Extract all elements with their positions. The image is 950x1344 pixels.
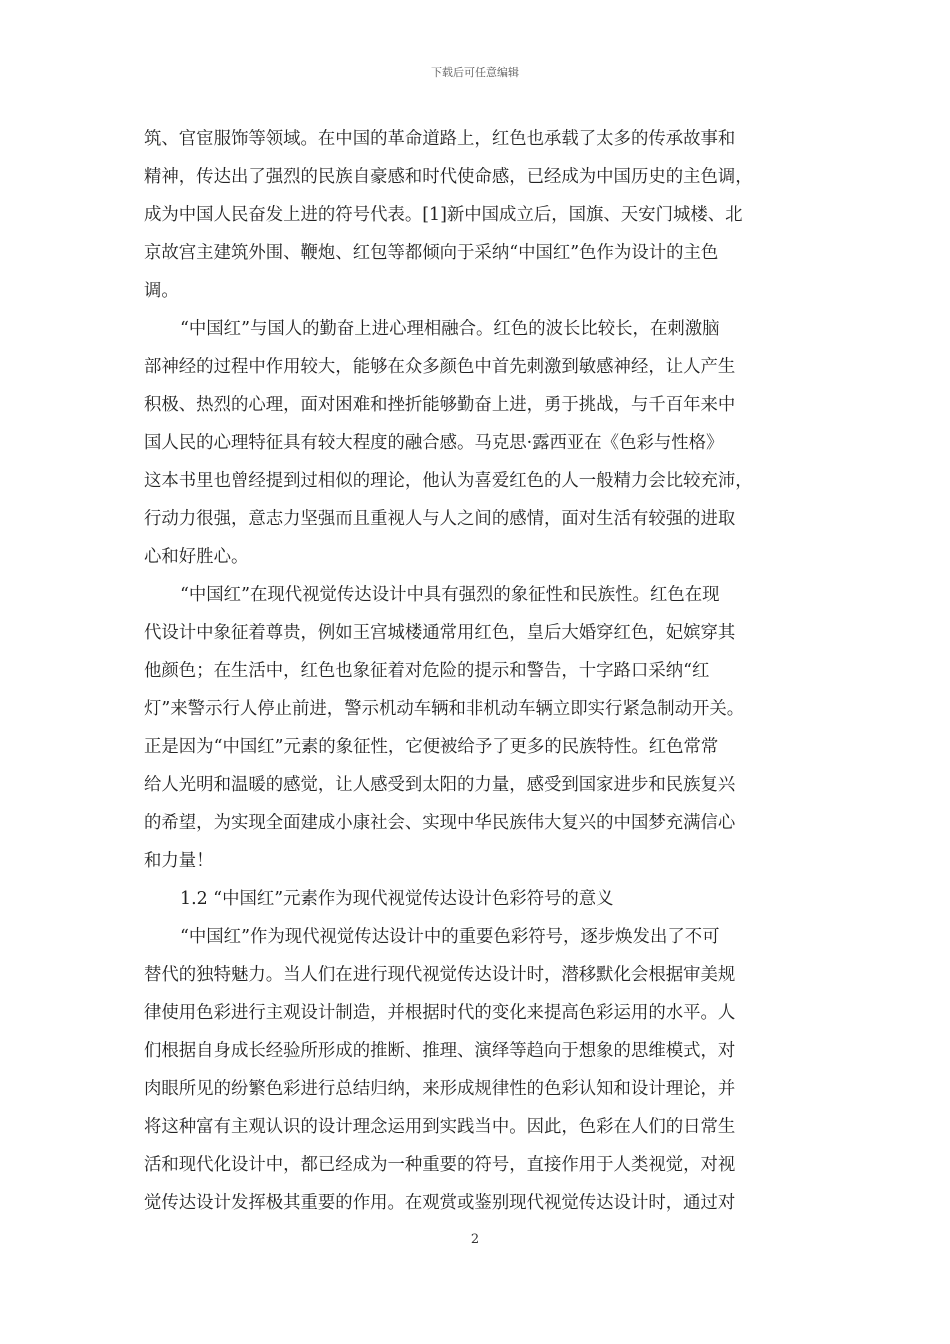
text-line: 代设计中象征着尊贵，例如王宫城楼通常用红色，皇后大婚穿红色，妃嫔穿其 bbox=[144, 623, 736, 643]
paragraph-1 bbox=[144, 120, 806, 310]
text-line: 精神，传达出了强烈的民族自豪感和时代使命感，已经成为中国历史的主色调， bbox=[144, 167, 753, 187]
text-line: 们根据自身成长经验所形成的推断、推理、演绎等趋向于想象的思维模式，对 bbox=[144, 1041, 736, 1061]
text-line: 国人民的心理特征具有较大程度的融合感。马克思·露西亚在《色彩与性格》 bbox=[144, 433, 724, 453]
text-line: 正是因为“中国红”元素的象征性，它便被给予了更多的民族特性。红色常常 bbox=[144, 737, 719, 757]
text-line: 和力量！ bbox=[144, 851, 214, 871]
text-line: 灯”来警示行人停止前进，警示机动车辆和非机动车辆立即实行紧急制动开关。 bbox=[144, 699, 745, 719]
text-line: 这本书里也曾经提到过相似的理论，他认为喜爱红色的人一般精力会比较充沛， bbox=[144, 471, 753, 491]
text-line: 的希望，为实现全面建成小康社会、实现中华民族伟大复兴的中国梦充满信心 bbox=[144, 813, 736, 833]
text-line: 成为中国人民奋发上进的符号代表。[1]新中国成立后，国旗、天安门城楼、北 bbox=[144, 205, 743, 225]
text-line: 部神经的过程中作用较大，能够在众多颜色中首先刺激到敏感神经，让人产生 bbox=[144, 357, 736, 377]
text-line: “中国红”作为现代视觉传达设计中的重要色彩符号，逐步焕发出了不可 bbox=[180, 927, 720, 947]
document-body bbox=[144, 120, 806, 1222]
section-heading: 1.2 “中国红”元素作为现代视觉传达设计色彩符号的意义 bbox=[180, 889, 614, 909]
page-header: 下载后可任意编辑 bbox=[431, 66, 519, 79]
text-line: 积极、热烈的心理，面对困难和挫折能够勤奋上进，勇于挑战，与千百年来中 bbox=[144, 395, 736, 415]
text-line: 活和现代化设计中，都已经成为一种重要的符号，直接作用于人类视觉，对视 bbox=[144, 1155, 736, 1175]
text-line: 肉眼所见的纷繁色彩进行总结归纳，来形成规律性的色彩认知和设计理论，并 bbox=[144, 1079, 736, 1099]
text-line: 行动力很强，意志力坚强而且重视人与人之间的感情，面对生活有较强的进取 bbox=[144, 509, 736, 529]
text-line: 他颜色；在生活中，红色也象征着对危险的提示和警告，十字路口采纳“红 bbox=[144, 661, 710, 681]
text-line: 替代的独特魅力。当人们在进行现代视觉传达设计时，潜移默化会根据审美规 bbox=[144, 965, 736, 985]
text-line: 心和好胜心。 bbox=[144, 547, 249, 567]
text-line: “中国红”与国人的勤奋上进心理相融合。红色的波长比较长，在刺激脑 bbox=[180, 319, 720, 339]
text-line: 京故宫主建筑外围、鞭炮、红包等都倾向于采纳“中国红”色作为设计的主色 bbox=[144, 243, 719, 263]
text-line: 调。 bbox=[144, 281, 179, 301]
text-line: 觉传达设计发挥极其重要的作用。在观赏或鉴别现代视觉传达设计时，通过对 bbox=[144, 1193, 736, 1213]
text-line: “中国红”在现代视觉传达设计中具有强烈的象征性和民族性。红色在现 bbox=[180, 585, 720, 605]
text-line: 筑、官宦服饰等领域。在中国的革命道路上，红色也承载了太多的传承故事和 bbox=[144, 129, 736, 149]
paragraph-2 bbox=[144, 310, 806, 576]
paragraph-4 bbox=[144, 918, 806, 1222]
text-line: 将这种富有主观认识的设计理念运用到实践当中。因此，色彩在人们的日常生 bbox=[144, 1117, 736, 1137]
page-number: 2 bbox=[470, 1232, 480, 1247]
text-line: 给人光明和温暖的感觉，让人感受到太阳的力量，感受到国家进步和民族复兴 bbox=[144, 775, 736, 795]
paragraph-3 bbox=[144, 576, 806, 880]
text-line: 律使用色彩进行主观设计制造，并根据时代的变化来提高色彩运用的水平。人 bbox=[144, 1003, 736, 1023]
